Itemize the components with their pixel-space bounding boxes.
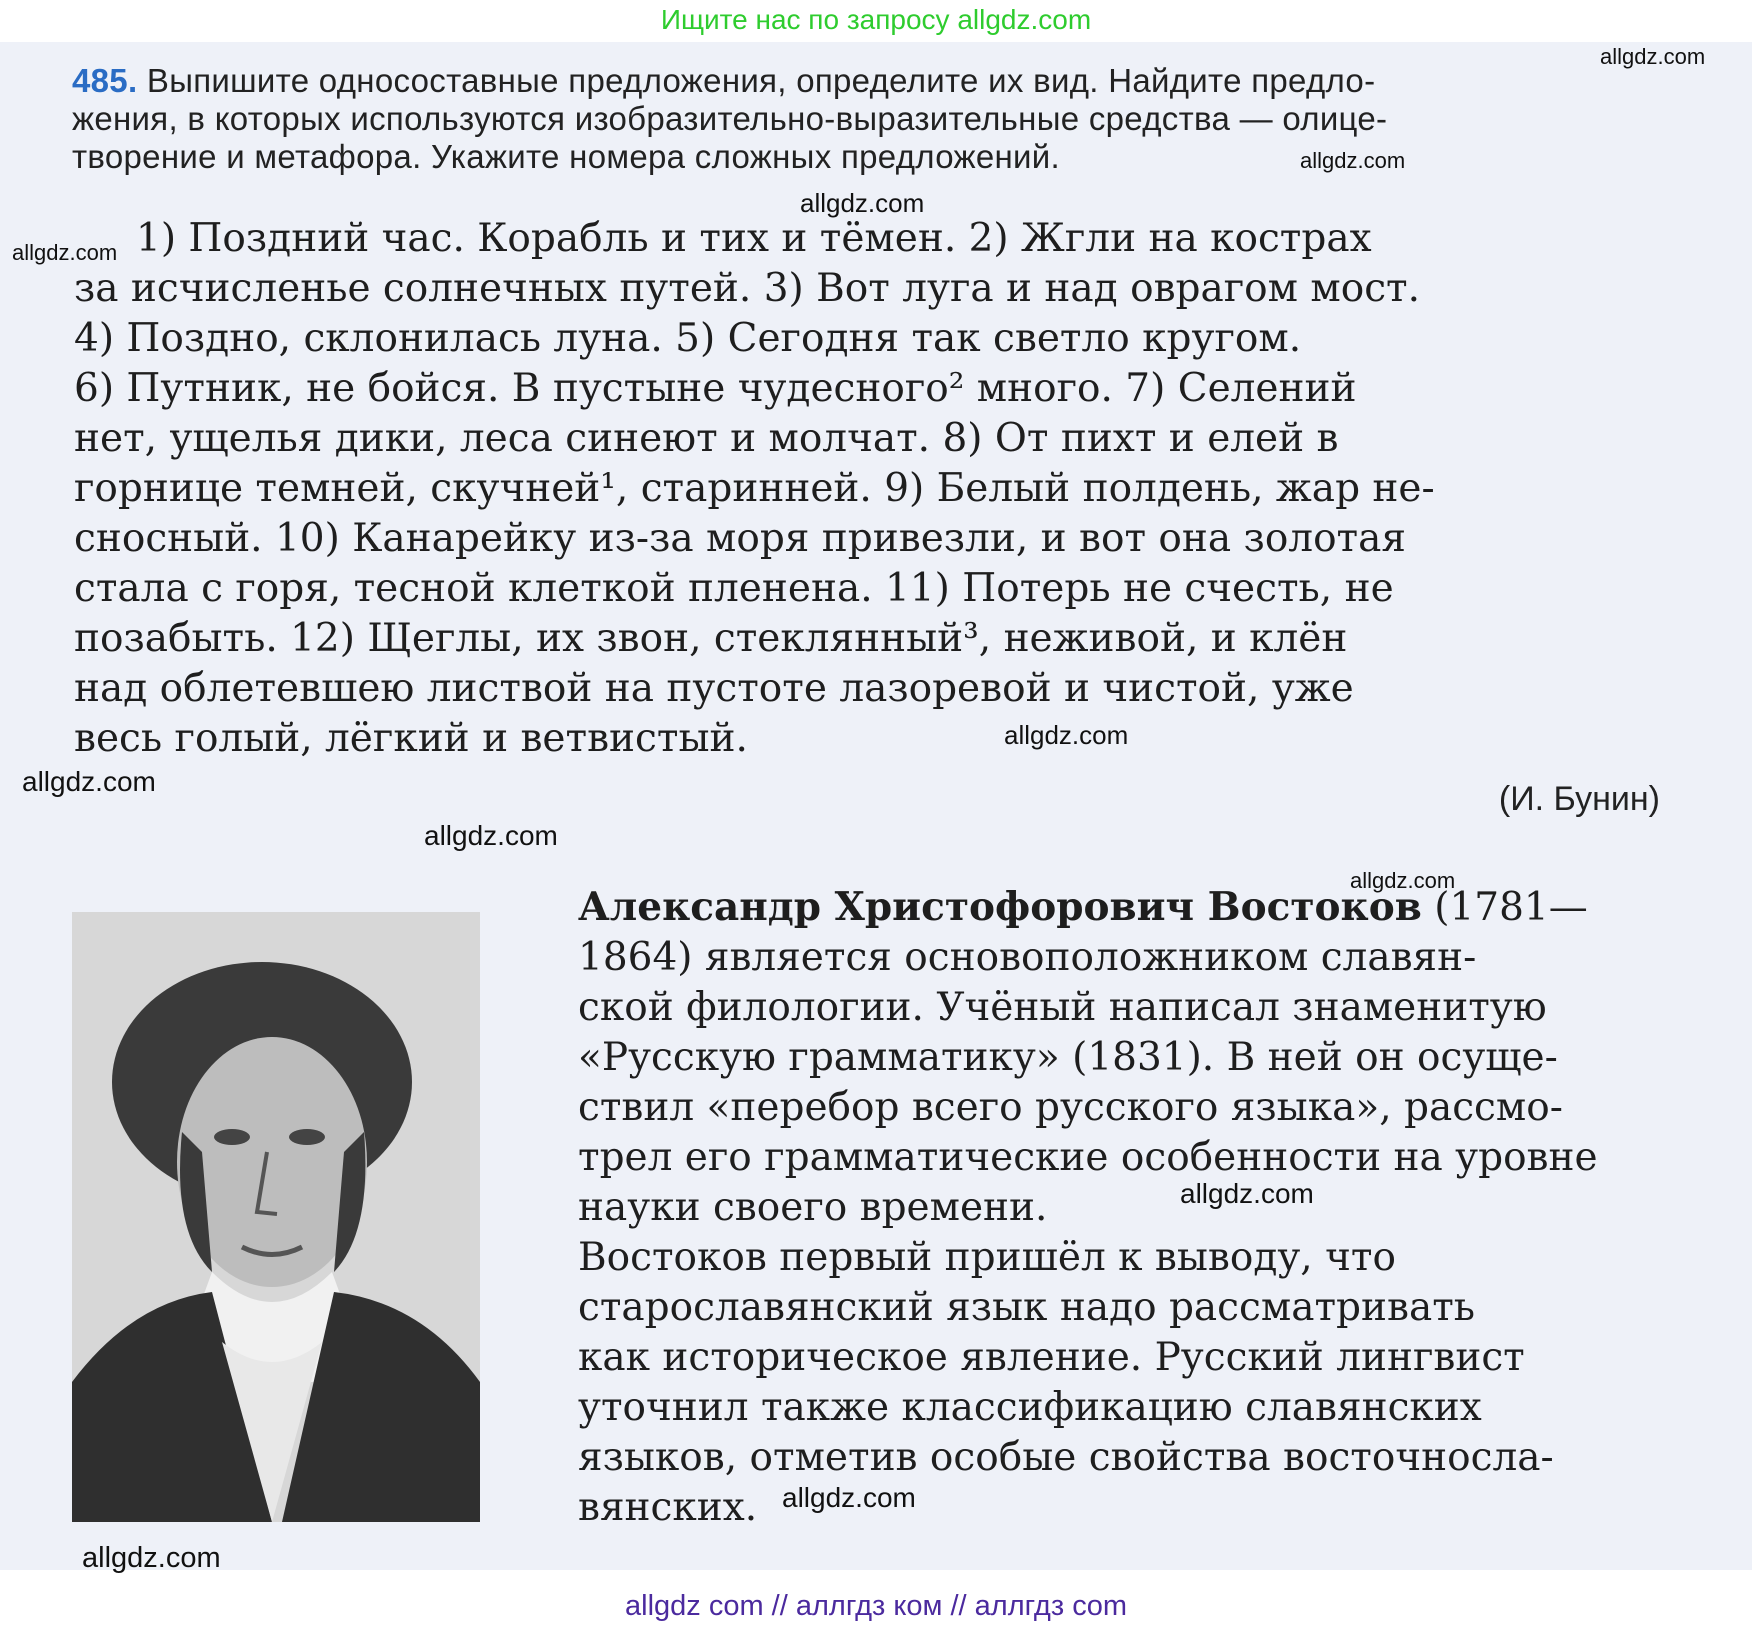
bio-paragraph-2 xyxy=(578,1233,1662,1533)
poem-line: над облетевшею листвой на пустоте лазоревой и чистой, уже xyxy=(74,666,1354,711)
task-line-2: жения, в которых используются изобразительно-выразительные средства — олице- xyxy=(72,100,1388,137)
poem-line: сносный. 10) Канарейку из-за моря привезли, и вот она золотая xyxy=(74,516,1406,561)
poem-line: за исчисленье солнечных путей. 3) Вот луга и над оврагом мост. xyxy=(74,266,1421,311)
task-line-1: Выпишите односоставные предложения, определите их вид. Найдите предло- xyxy=(146,62,1376,99)
watermark: allgdz.com xyxy=(82,1542,221,1574)
poem-line: весь голый, лёгкий и ветвистый. xyxy=(74,716,748,761)
task-number: 485. xyxy=(72,62,138,99)
portrait-image xyxy=(72,912,480,1522)
bio-line: 1864) является основоположником славян- xyxy=(578,935,1477,980)
bio-years: (1781— xyxy=(1434,885,1588,930)
poem-text xyxy=(74,214,1662,764)
bio-line: «Русскую грамматику» (1831). В ней он осуще- xyxy=(578,1035,1558,1080)
watermark: allgdz.com xyxy=(424,820,558,851)
poem-line: стала с горя, тесной клеткой пленена. 11) Потерь не счесть, не xyxy=(74,566,1394,611)
watermark: allgdz.com xyxy=(1300,148,1406,173)
poem-line: 6) Путник, не бойся. В пустыне чудесного² много. 7) Селений xyxy=(74,366,1357,411)
biography-text xyxy=(578,882,1662,1533)
bio-line: науки своего времени. xyxy=(578,1185,1048,1230)
bio-line: Востоков первый пришёл к выводу, что xyxy=(578,1235,1396,1280)
poem-line: 1) Поздний час. Корабль и тих и тёмен. 2) Жгли на кострах xyxy=(136,216,1372,261)
bio-line: уточнил также классификацию славянских xyxy=(578,1385,1482,1430)
task-line-3: творение и метафора. Укажите номера сложных предложений. xyxy=(72,138,1060,175)
bio-line: трел его грамматические особенности на уровне xyxy=(578,1135,1598,1180)
bio-line: как историческое явление. Русский лингвист xyxy=(578,1335,1525,1380)
task-instructions xyxy=(72,62,1660,176)
poem-line: нет, ущелья дики, леса синеют и молчат. 8) От пихт и елей в xyxy=(74,416,1339,461)
bio-name: Александр Христофорович Востоков xyxy=(578,884,1422,930)
watermark: allgdz.com xyxy=(1600,44,1706,69)
bio-paragraph-1 xyxy=(578,882,1662,1233)
poem-line: 4) Поздно, склонилась луна. 5) Сегодня так светло кругом. xyxy=(74,316,1302,361)
top-banner: Ищите нас по запросу allgdz.com xyxy=(660,4,1092,35)
bio-line: языков, отметив особые свойства восточносла- xyxy=(578,1435,1554,1480)
watermark: allgdz.com xyxy=(782,1482,916,1513)
watermark: allgdz.com xyxy=(22,766,156,797)
poem-line: позабыть. 12) Щеглы, их звон, стеклянный³, неживой, и клён xyxy=(74,616,1348,661)
portrait-icon xyxy=(72,912,480,1522)
bio-line: ской филологии. Учёный написал знаменитую xyxy=(578,985,1547,1030)
watermark: allgdz.com xyxy=(800,188,925,218)
watermark: allgdz.com xyxy=(1350,868,1456,893)
poem-line: горнице темней, скучней¹, старинней. 9) Белый полдень, жар не- xyxy=(74,466,1435,511)
bottom-banner: allgdz com // аллгдз ком // аллгдз com xyxy=(625,1590,1127,1622)
watermark: allgdz.com xyxy=(1180,1178,1314,1209)
bio-line: вянских. xyxy=(578,1485,758,1530)
watermark: allgdz.com xyxy=(12,240,118,265)
watermark: allgdz.com xyxy=(1004,720,1129,750)
poem-author: (И. Бунин) xyxy=(1498,780,1660,818)
bio-line: ствил «перебор всего русского языка», рассмо- xyxy=(578,1085,1563,1130)
bio-line: старославянский язык надо рассматривать xyxy=(578,1285,1475,1330)
